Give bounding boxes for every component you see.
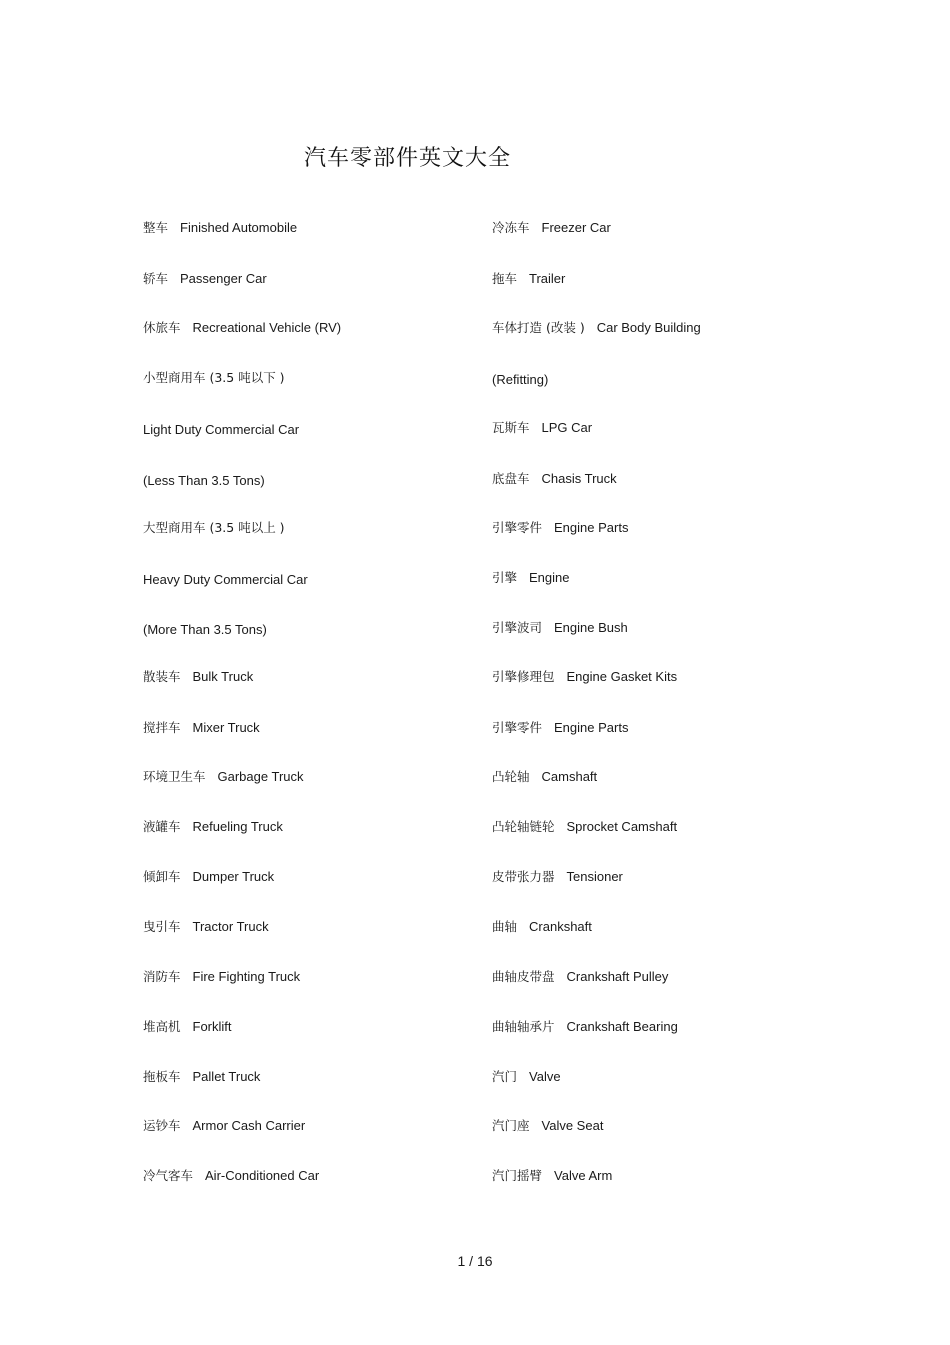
term-chinese: 瓦斯车 xyxy=(492,420,530,435)
term-entry xyxy=(492,471,617,487)
term-entry xyxy=(143,473,265,489)
term-english: (Refitting) xyxy=(492,372,549,387)
term-chinese: 底盘车 xyxy=(492,471,530,486)
term-entry xyxy=(492,372,548,388)
term-chinese: 曲轴皮带盘 xyxy=(492,969,555,984)
term-english: Heavy Duty Commercial Car xyxy=(143,572,308,587)
term-english: Crankshaft Bearing xyxy=(566,1019,678,1034)
term-chinese: 液罐车 xyxy=(143,819,181,834)
term-english: Dumper Truck xyxy=(192,869,275,884)
term-english: Valve Seat xyxy=(541,1118,604,1133)
term-chinese: 运钞车 xyxy=(143,1118,181,1133)
term-chinese: 凸轮轴链轮 xyxy=(492,819,555,834)
term-entry xyxy=(492,220,611,236)
term-english: Sprocket Camshaft xyxy=(566,819,678,834)
term-entry xyxy=(492,520,628,536)
term-entry xyxy=(143,869,274,885)
term-chinese: 曲轴轴承片 xyxy=(492,1019,555,1034)
term-chinese: 车体打造 (改装 ) xyxy=(492,320,585,335)
term-chinese: 曲轴 xyxy=(492,919,518,934)
term-chinese: 引擎波司 xyxy=(492,620,543,635)
term-english: Engine xyxy=(529,570,570,585)
term-chinese: 小型商用车 (3.5 吨以下 ) xyxy=(143,370,285,385)
term-entry xyxy=(143,422,299,438)
term-entry xyxy=(492,320,701,336)
term-entry xyxy=(143,1118,305,1134)
term-chinese: 整车 xyxy=(143,220,169,235)
term-entry xyxy=(492,819,677,835)
term-entry xyxy=(492,1019,678,1035)
term-entry xyxy=(492,570,570,586)
term-english: Valve xyxy=(529,1069,561,1084)
term-chinese: 拖板车 xyxy=(143,1069,181,1084)
term-english: Freezer Car xyxy=(541,220,611,235)
term-english: Engine Parts xyxy=(554,520,629,535)
term-chinese: 皮带张力器 xyxy=(492,869,555,884)
term-chinese: 搅拌车 xyxy=(143,720,181,735)
term-english: (More Than 3.5 Tons) xyxy=(143,622,267,637)
term-english: Garbage Truck xyxy=(217,769,304,784)
term-chinese: 引擎修理包 xyxy=(492,669,555,684)
term-english: (Less Than 3.5 Tons) xyxy=(143,473,265,488)
term-english: Bulk Truck xyxy=(192,669,254,684)
term-chinese: 消防车 xyxy=(143,969,181,984)
term-entry xyxy=(143,969,300,985)
term-entry xyxy=(492,271,565,287)
term-english: Fire Fighting Truck xyxy=(192,969,301,984)
term-entry xyxy=(143,1019,232,1035)
term-entry xyxy=(492,1118,603,1134)
term-english: Finished Automobile xyxy=(180,220,298,235)
term-chinese: 曳引车 xyxy=(143,919,181,934)
term-entry xyxy=(492,669,677,685)
term-english: Pallet Truck xyxy=(192,1069,261,1084)
term-english: Tractor Truck xyxy=(192,919,269,934)
term-english: Recreational Vehicle (RV) xyxy=(192,320,342,335)
term-english: Passenger Car xyxy=(180,271,267,286)
term-entry xyxy=(143,669,253,685)
page-title: 汽车零部件英文大全 xyxy=(304,146,512,171)
term-chinese: 冷冻车 xyxy=(492,220,530,235)
term-entry xyxy=(143,220,297,236)
term-english: Crankshaft Pulley xyxy=(566,969,669,984)
term-english: Trailer xyxy=(529,271,566,286)
page-number: 1 / 16 xyxy=(457,1253,493,1269)
term-english: Crankshaft xyxy=(529,919,592,934)
term-chinese: 散装车 xyxy=(143,669,181,684)
term-entry xyxy=(492,420,592,436)
term-english: Chasis Truck xyxy=(541,471,617,486)
term-english: Camshaft xyxy=(541,769,598,784)
term-english: Light Duty Commercial Car xyxy=(143,422,300,437)
term-chinese: 轿车 xyxy=(143,271,169,286)
term-entry xyxy=(143,370,297,386)
term-entry xyxy=(492,769,597,785)
term-chinese: 倾卸车 xyxy=(143,869,181,884)
term-entry xyxy=(143,769,304,785)
term-english: Tensioner xyxy=(566,869,623,884)
term-chinese: 汽门座 xyxy=(492,1118,530,1133)
term-english: Refueling Truck xyxy=(192,819,283,834)
term-entry xyxy=(143,622,267,638)
term-entry xyxy=(492,969,668,985)
term-chinese: 汽门摇臂 xyxy=(492,1168,543,1183)
term-entry xyxy=(492,869,623,885)
term-entry xyxy=(143,919,269,935)
term-chinese: 引擎零件 xyxy=(492,520,543,535)
term-english: Engine Bush xyxy=(554,620,628,635)
term-chinese: 冷气客车 xyxy=(143,1168,194,1183)
term-chinese: 汽门 xyxy=(492,1069,518,1084)
term-entry xyxy=(143,1069,260,1085)
term-entry xyxy=(143,271,267,287)
term-english: Valve Arm xyxy=(554,1168,613,1183)
term-english: Forklift xyxy=(192,1019,232,1034)
term-english: Engine Gasket Kits xyxy=(566,669,678,684)
term-entry xyxy=(492,1168,612,1184)
term-english: Armor Cash Carrier xyxy=(192,1118,306,1133)
term-chinese: 环境卫生车 xyxy=(143,769,206,784)
term-entry xyxy=(492,620,628,636)
term-chinese: 大型商用车 (3.5 吨以上 ) xyxy=(143,520,285,535)
term-chinese: 拖车 xyxy=(492,271,518,286)
term-english: Engine Parts xyxy=(554,720,629,735)
term-english: Air-Conditioned Car xyxy=(205,1168,320,1183)
term-chinese: 凸轮轴 xyxy=(492,769,530,784)
term-entry xyxy=(143,720,260,736)
term-entry xyxy=(143,1168,319,1184)
term-entry xyxy=(492,720,628,736)
term-entry xyxy=(143,819,283,835)
term-chinese: 堆高机 xyxy=(143,1019,181,1034)
term-chinese: 休旅车 xyxy=(143,320,181,335)
term-entry xyxy=(143,320,341,336)
term-chinese: 引擎零件 xyxy=(492,720,543,735)
term-entry xyxy=(492,1069,561,1085)
term-english: Car Body Building xyxy=(596,320,701,335)
term-english: Mixer Truck xyxy=(192,720,260,735)
term-english: LPG Car xyxy=(541,420,593,435)
term-entry xyxy=(143,520,297,536)
term-chinese: 引擎 xyxy=(492,570,518,585)
term-entry xyxy=(143,572,308,588)
term-entry xyxy=(492,919,592,935)
